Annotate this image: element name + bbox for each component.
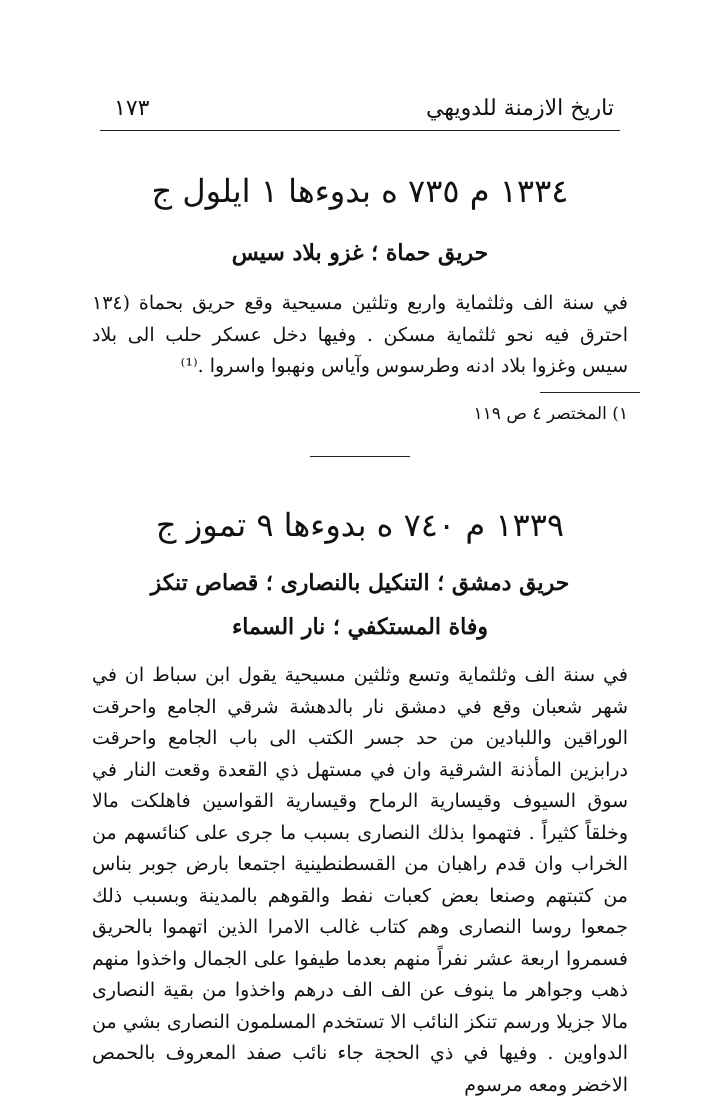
entry-heading-1334: ١٣٣٤ م ٧٣٥ ه بدوءها ١ ايلول ج [151,172,569,210]
footnote-rule [540,392,640,393]
entry-heading-1339: ١٣٣٩ م ٧٤٠ ه بدوءها ٩ تموز ج [155,506,565,544]
entry-text-1339: في سنة الف وثلثماية وتسع وثلثين مسيحية يقول ابن سباط ان في شهر شعبان وقع في دمشق نار بالدهشة شرقي الجامع واحرقت الوراقين واللبادين من حد جسر الكتب الى باب الجامع واحرقت درابزين المأذنة الشرقية وان في مستهل ذي القعدة وقعت النار في سوق السيوف وقيسارية الرماح وقيسارية القواسين فاهلكت مالا وخلقاً كثيراً . فتهموا بذلك النصارى بسبب ما جرى على كنائسهم من الخراب وان قدم راهبان من القسطنطينية اجتمعا بارض جوبر بناس من كتبتهم وصنعا بعض كعبات نفط والقوهم بالمدينة وبسبب ذلك جمعوا روسا النصارى وهم كتاب غالب الامرا الذين اتهموا بالحريق فسمروا اربعة عشر نفراً منهم بعدما طيفوا على الجمال واخذوا منهم ذهب وجواهر ما ينوف عن الف الف درهم واخذوا من بقية النصارى مالا جزيلا ورسم تنكز النائب الا تستخدم المسلمون النصارى بشي من الدواوين . وفيها في ذي الحجة جاء نائب صفد المعروف بالحمص الاخضر ومعه مرسوم [92,664,628,1096]
entry-subheading-1339-line2: وفاة المستكفي ؛ نار السماء [231,614,489,640]
section-separator [310,456,410,457]
footnote: ١) المختصر ٤ ص ١١٩ [473,404,628,424]
page-header [100,96,620,132]
page-number: ١٧٣ [114,96,150,121]
entry-subheading-1339-line1: حريق دمشق ؛ التنكيل بالنصارى ؛ قصاص تنكز [150,570,570,596]
running-title: تاريخ الازمنة للدويهي [425,96,614,121]
entry-subheading-1334: حريق حماة ؛ غزو بلاد سيس [231,240,489,266]
entry-text-1334: في سنة الف وثلثماية واربع وتلثين مسيحية وقع حريق بحماة (١٣٤ احترق فيه نحو ثلثماية مسكن . وفيها دخل عسكر حلب الى بلاد سيس وغزوا بلاد ادنه وطرسوس وآياس ونهبوا واسروا .⁽¹⁾ [92,292,628,377]
header-rule [100,130,620,131]
